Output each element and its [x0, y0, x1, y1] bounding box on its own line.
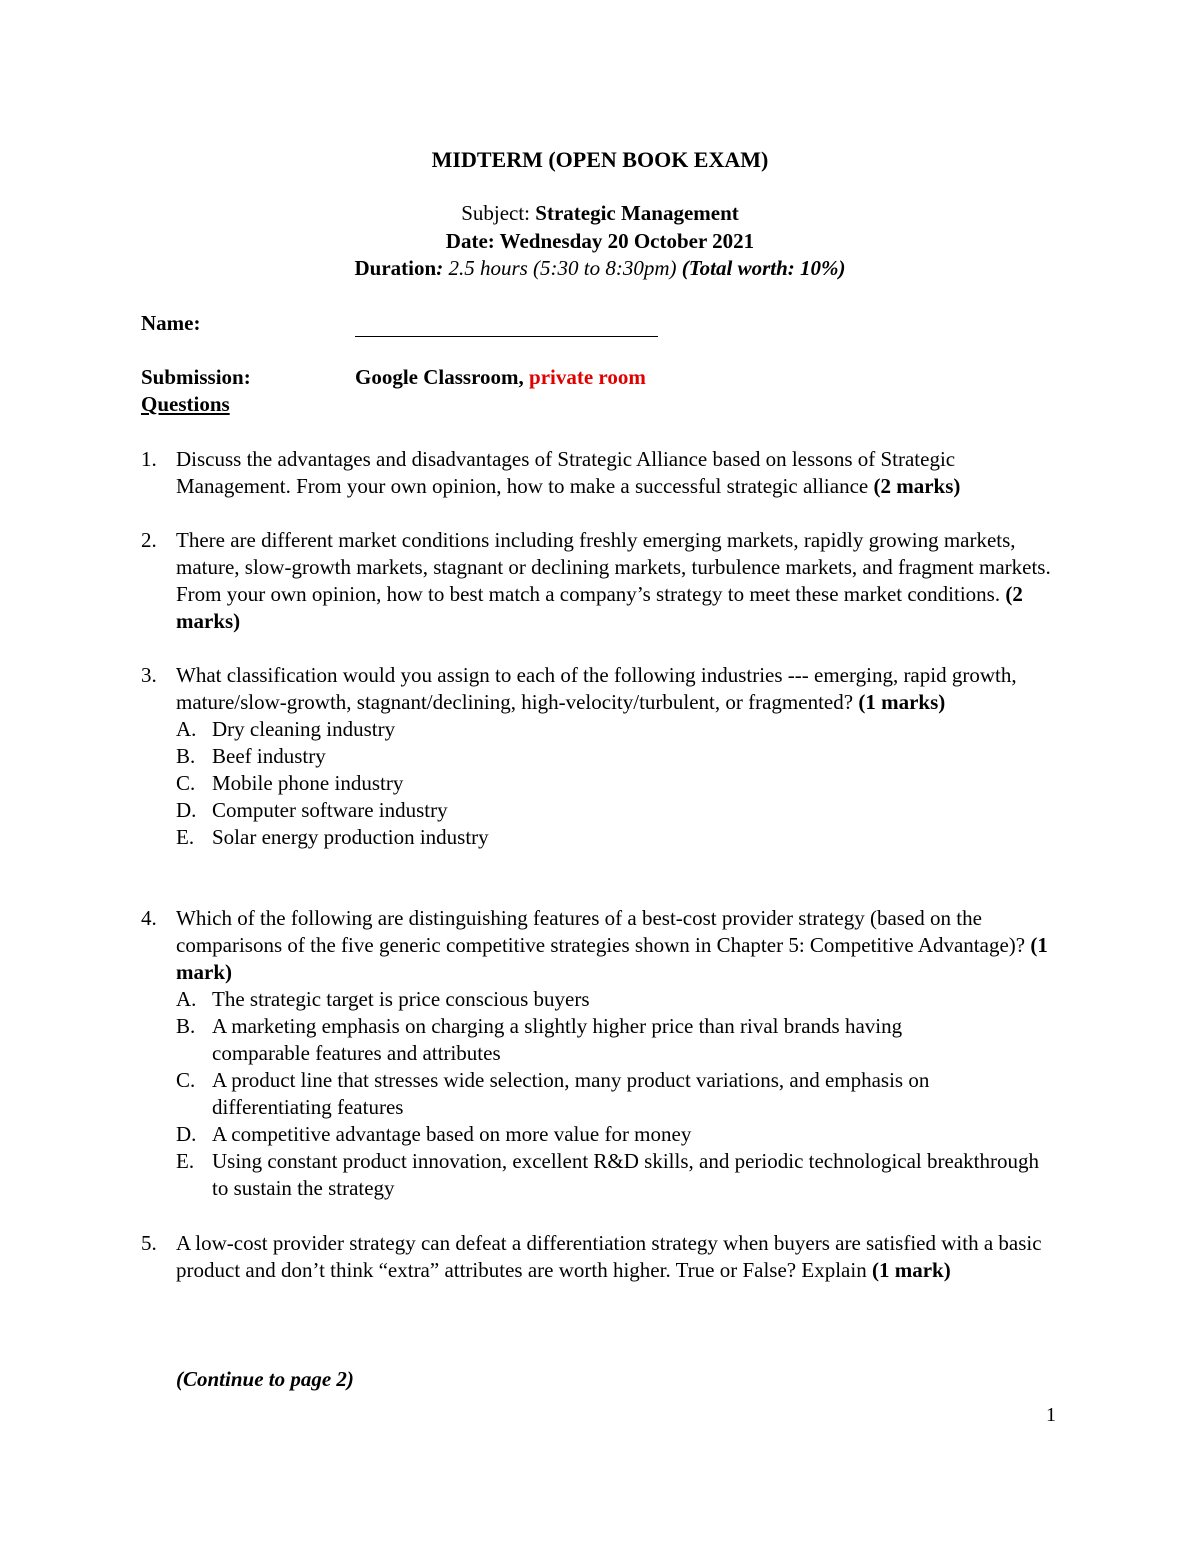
- option-d: [176, 797, 1071, 824]
- question-2: [141, 527, 1071, 635]
- question-4: [141, 905, 1071, 1202]
- question-number: 3.: [141, 663, 157, 687]
- option-text: Mobile phone industry: [212, 771, 404, 795]
- option-text: The strategic target is price conscious buyers: [212, 987, 590, 1011]
- subject-label: Subject:: [461, 201, 536, 225]
- question-5: [141, 1230, 1071, 1284]
- question-body: [176, 905, 1071, 1202]
- option-letter: B.: [176, 1014, 196, 1038]
- question-marks: (2 marks): [873, 474, 961, 498]
- question-1: [141, 446, 1071, 500]
- question-marks: (1 mark): [871, 1258, 951, 1282]
- duration-label: Duration: [354, 256, 437, 280]
- submission-label: Submission:: [141, 365, 251, 389]
- option-letter: D.: [176, 1122, 197, 1146]
- option-letter: C.: [176, 1068, 196, 1092]
- question-body: [176, 527, 1071, 635]
- option-c: [176, 770, 1071, 797]
- option-text: Beef industry: [212, 744, 326, 768]
- option-a: [176, 716, 1071, 743]
- question-number: 5.: [141, 1231, 157, 1255]
- question-number: 4.: [141, 906, 157, 930]
- option-text: Dry cleaning industry: [212, 717, 396, 741]
- option-letter: A.: [176, 717, 197, 741]
- option-a: [176, 986, 1071, 1013]
- subject-value: Strategic Management: [535, 201, 739, 225]
- duration-colon: :: [436, 256, 444, 280]
- page-title: MIDTERM (OPEN BOOK EXAM): [431, 147, 769, 172]
- total-worth: (Total worth: 10%): [681, 256, 846, 280]
- questions-heading: Questions: [141, 392, 230, 416]
- option-b: [176, 1013, 1002, 1067]
- question-marks: (1 mark): [176, 933, 1048, 984]
- option-text: A product line that stresses wide selection, many product variations, and emphasis on differentiating features: [212, 1068, 930, 1119]
- option-letter: A.: [176, 987, 197, 1011]
- question-text: Discuss the advantages and disadvantages of Strategic Alliance based on lessons of Strategic Management. From your own opinion, how to make a successful strategic alliance: [176, 447, 956, 498]
- option-letter: C.: [176, 771, 196, 795]
- option-text: A marketing emphasis on charging a slightly higher price than rival brands having comparable features and attributes: [212, 1014, 903, 1065]
- option-text: Using constant product innovation, excellent R&D skills, and periodic technological breakthrough to sustain the strategy: [212, 1149, 1039, 1200]
- continue-note: (Continue to page 2): [176, 1367, 354, 1391]
- page-number: 1: [1046, 1404, 1056, 1426]
- duration-line: [0, 255, 1200, 282]
- option-text: Computer software industry: [212, 798, 448, 822]
- submission-platform: Google Classroom,: [355, 365, 530, 389]
- duration-value: 2.5 hours (5:30 to 8:30pm): [443, 256, 682, 280]
- name-blank-line: [355, 336, 658, 337]
- question-marks: (1 marks): [858, 690, 946, 714]
- option-text: A competitive advantage based on more value for money: [212, 1122, 692, 1146]
- option-letter: E.: [176, 1149, 195, 1173]
- option-d: [176, 1121, 1071, 1148]
- option-c: [176, 1067, 1042, 1121]
- question-text: What classification would you assign to each of the following industries --- emerging, rapid growth, mature/slow-growth, stagnant/declining, high-velocity/turbulent, or fragmented?: [176, 663, 1017, 714]
- question-number: 2.: [141, 528, 157, 552]
- name-label: Name:: [141, 311, 201, 335]
- option-text: Solar energy production industry: [212, 825, 489, 849]
- option-list: [176, 716, 1071, 851]
- question-marks: (2 marks): [176, 582, 1023, 633]
- option-letter: E.: [176, 825, 195, 849]
- question-body: [176, 446, 1071, 500]
- subject-line: [0, 200, 1200, 227]
- option-letter: D.: [176, 798, 197, 822]
- option-list: [176, 986, 1071, 1202]
- option-e: [176, 824, 1071, 851]
- option-letter: B.: [176, 744, 196, 768]
- option-b: [176, 743, 1071, 770]
- question-number: 1.: [141, 447, 157, 471]
- question-text: There are different market conditions including freshly emerging markets, rapidly growing markets, mature, slow-growth markets, stagnant or declining markets, turbulence markets, and fragment markets. From your own opinion, how to best match a company’s strategy to meet these market conditions.: [176, 528, 1051, 606]
- option-e: [176, 1148, 1042, 1202]
- submission-value: [355, 364, 646, 391]
- question-body: [176, 1230, 1071, 1284]
- question-text: A low-cost provider strategy can defeat a differentiation strategy when buyers are satisfied with a basic product and don’t think “extra” attributes are worth higher. True or False? Explain: [176, 1231, 1042, 1282]
- question-3: [141, 662, 1071, 851]
- date-line: Date: Wednesday 20 October 2021: [445, 229, 755, 253]
- question-text: Which of the following are distinguishing features of a best-cost provider strategy (based on the comparisons of the five generic competitive strategies shown in Chapter 5: Competitive Advantage)?: [176, 906, 1031, 957]
- submission-highlight: private room: [529, 365, 646, 389]
- question-body: [176, 662, 1071, 851]
